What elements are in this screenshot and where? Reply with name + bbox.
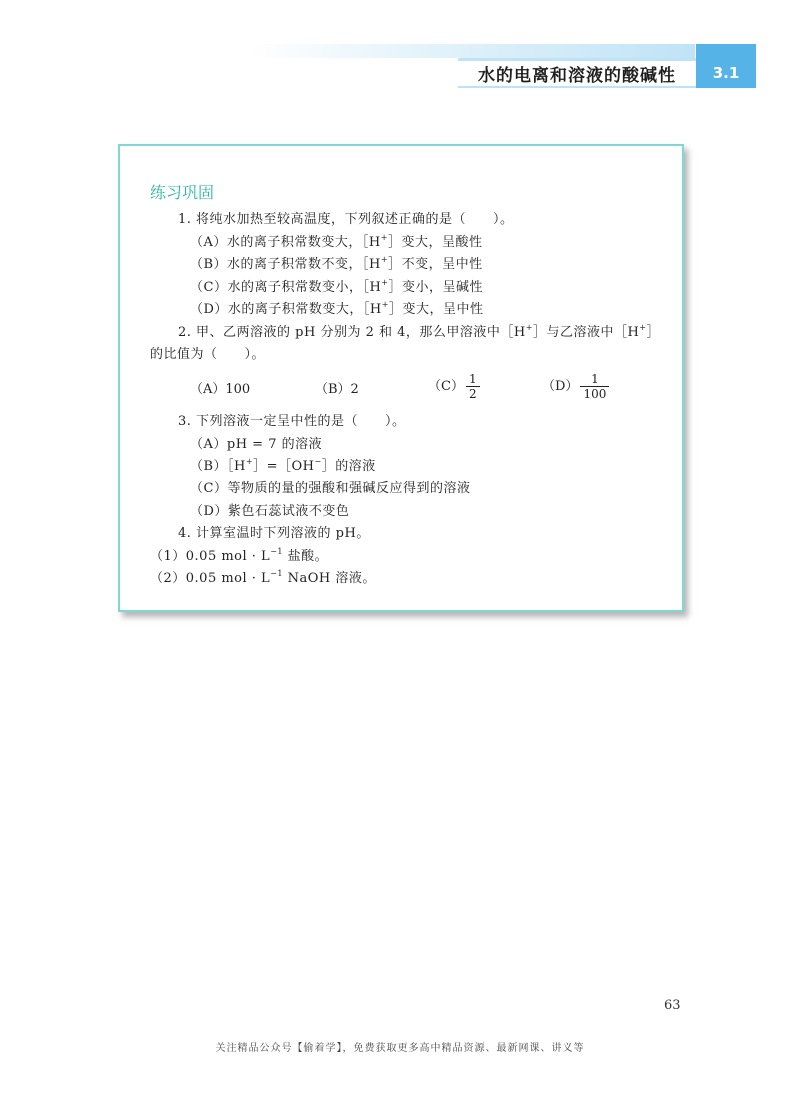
fraction-one-half: $\frac{1}{2}$ [466,372,480,401]
fraction-one-hundredth: $\frac{1}{100}$ [580,372,609,401]
q1-option-c: （C）水的离子积常数变小，［H+］变小，呈碱性 [190,278,484,295]
section-number: 3.1 [696,44,756,88]
header-gradient-band [250,44,695,58]
q1-option-b: （B）水的离子积常数不变，［H+］不变，呈中性 [190,255,483,272]
q2-stem: 2. 甲、乙两溶液的 pH 分别为 2 和 4，那么甲溶液中［H+］与乙溶液中［H+］ [178,323,661,340]
q2-option-a: （A）100 [190,382,251,397]
q3-option-a: （A）pH = 7 的溶液 [190,437,323,452]
q2-choices [190,372,650,402]
q2-option-b: （B）2 [315,382,359,397]
q4-sub-1: （1）0.05 mol · $L^{-1}$ 盐酸。 [150,547,329,564]
q4-sub-2: （2）0.05 mol · $L^{-1}$ NaOH 溶液。 [150,569,376,586]
q1-option-d: （D）水的离子积常数变大，［H+］变大，呈中性 [190,300,484,317]
q1-option-a: （A）水的离子积常数变大，［H+］变大，呈酸性 [190,233,483,250]
q2-option-d: （D） $\frac{1}{100}$ [542,372,609,401]
q2-option-c: （C） $\frac{1}{2}$ [428,372,480,401]
q3-option-b: （B）［H+］=［OH−］的溶液 [190,457,376,474]
q2-stem-line2: 的比值为（ ）。 [150,347,266,362]
q3-stem: 3. 下列溶液一定呈中性的是（ ）。 [178,414,406,429]
q1-stem: 1. 将纯水加热至较高温度，下列叙述正确的是（ ）。 [178,212,514,227]
chapter-title: 水的电离和溶液的酸碱性 [458,58,696,88]
q4-stem: 4. 计算室温时下列溶液的 pH。 [178,526,370,541]
page-number: 63 [664,998,681,1013]
q3-option-c: （C）等物质的量的强酸和强碱反应得到的溶液 [190,481,471,496]
q3-option-d: （D）紫色石蕊试液不变色 [190,504,350,519]
footer-note: 关注精品公众号【偷着学】，免费获取更多高中精品资源、最新网课、讲义等 [215,1043,585,1054]
exercise-box [118,144,684,612]
exercise-title: 练习巩固 [150,183,215,202]
